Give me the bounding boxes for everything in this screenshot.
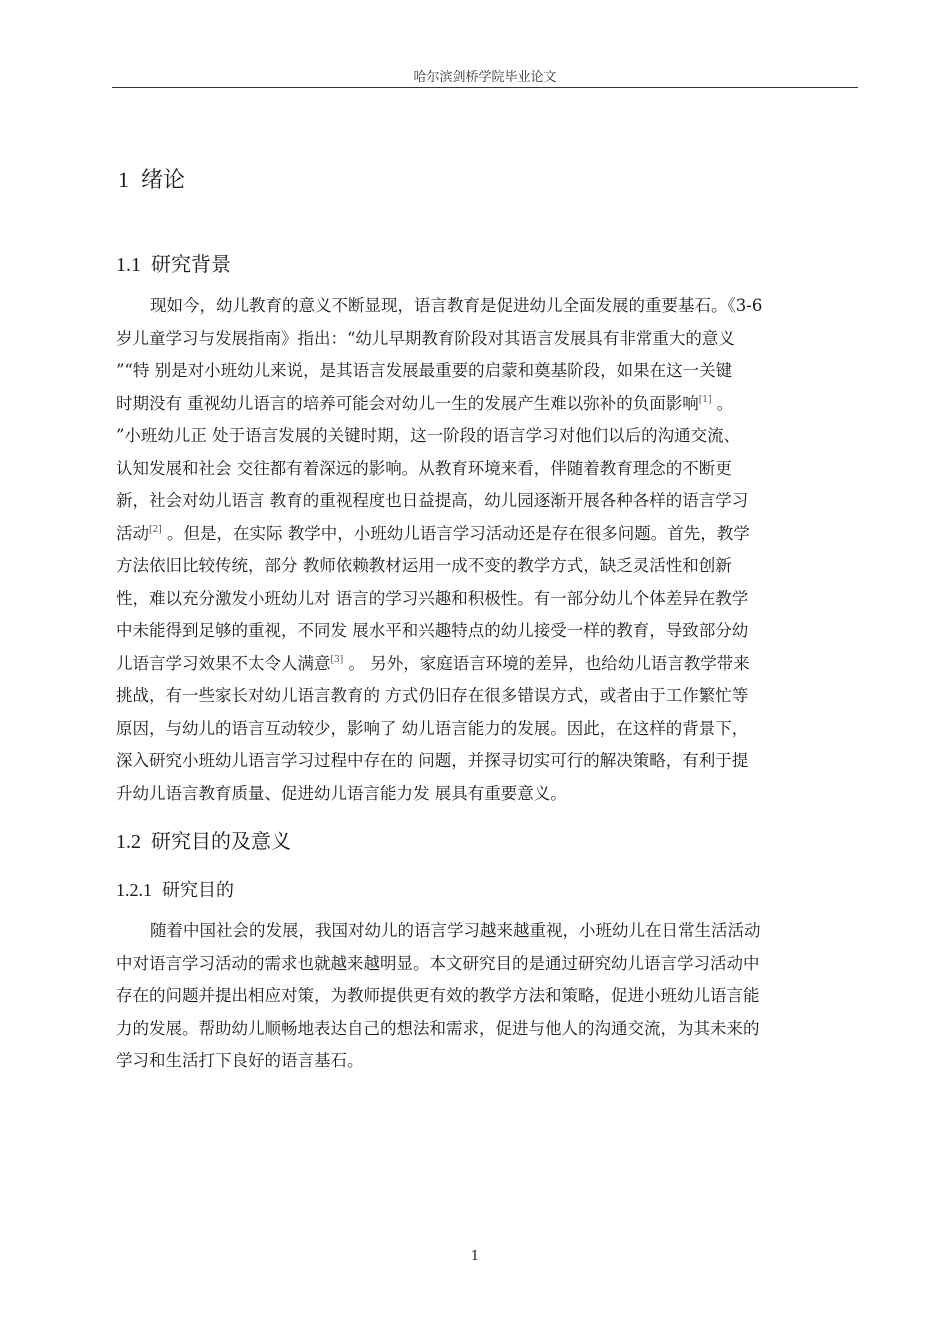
chapter-number: 1: [118, 167, 129, 192]
paragraph-line: 认知发展和社会 交往都有着深远的影响。从教育环境来看，伴随着教育理念的不断更: [116, 458, 732, 478]
header-rule: [112, 87, 858, 88]
paragraph-line: 挑战，有一些家长对幼儿语言教育的 方式仍旧存在很多错误方式，或者由于工作繁忙等: [116, 686, 749, 705]
section-title-1-1: 研究背景: [151, 252, 231, 276]
section-title-1-2: 研究目的及意义: [151, 829, 291, 853]
section-heading-1-2: [116, 825, 291, 854]
section-heading-1-1: [116, 248, 231, 277]
paragraph-line: 随着中国社会的发展，我国对幼儿的语言学习越来越重视，小班幼儿在日常生活活动: [150, 921, 761, 940]
line-text: 儿语言学习效果不太令人满意: [116, 653, 331, 673]
paragraph-line: 中对语言学习活动的需求也就越来越明显。本文研究目的是通过研究幼儿语言学习活动中: [116, 953, 760, 973]
line-text: 活动: [116, 523, 149, 543]
subsection-number-1-2-1: 1.2.1: [116, 880, 152, 900]
page-number: 1: [470, 1249, 480, 1264]
paragraph-line: ”小班幼儿正 处于语言发展的关键时期，这一阶段的语言学习对他们以后的沟通交流、: [116, 426, 741, 445]
paragraph-line: ”“特 别是对小班幼儿来说，是其语言发展最重要的启蒙和奠基阶段，如果在这一关键: [116, 361, 733, 380]
section-number-1-1: 1.1: [116, 254, 141, 276]
paragraph-line: 学习和生活打下良好的语言基石。: [116, 1051, 364, 1070]
paragraph-line: 岁儿童学习与发展指南》指出：“幼儿早期教育阶段对其语言发展具有非常重大的意义: [116, 328, 735, 348]
paragraph-line: 中未能得到足够的重视，不同发 展水平和兴趣特点的幼儿接受一样的教育，导致部分幼: [116, 621, 749, 640]
section-number-1-2: 1.2: [116, 831, 141, 853]
paragraph-line: 升幼儿语言教育质量、促进幼儿语言能力发 展具有重要意义。: [116, 783, 567, 803]
line-text: 。 另外，家庭语言环境的差异，也给幼儿语言教学带来: [343, 653, 750, 673]
paragraph-line: [116, 518, 861, 551]
paragraph-line: [116, 648, 861, 681]
paragraph-line: 方法依旧比较传统，部分 教师依赖教材运用一成不变的教学方式，缺乏灵活性和创新: [116, 556, 732, 575]
paragraph-line: [116, 388, 861, 421]
background-paragraph: [116, 290, 861, 810]
paragraph-line: 现如今，幼儿教育的意义不断显现，语言教育是促进幼儿全面发展的重要基石。《3-6: [150, 296, 763, 315]
line-text: 。: [711, 393, 734, 413]
paragraph-line: 深入研究小班幼儿语言学习过程中存在的 问题，并探寻切实可行的解决策略，有利于提: [116, 751, 749, 770]
subsection-title-1-2-1: 研究目的: [162, 880, 234, 901]
subsection-heading-1-2-1: [116, 876, 234, 902]
paragraph-line: 新，社会对幼儿语言 教育的重视程度也日益提高，幼儿园逐渐开展各种各样的语言学习: [116, 491, 749, 510]
paragraph-line: 性，难以充分激发小班幼儿对 语言的学习兴趣和积极性。有一部分幼儿个体差异在教学: [116, 588, 749, 608]
line-text: 时期没有 重视幼儿语言的培养可能会对幼儿一生的发展产生难以弥补的负面影响: [116, 393, 699, 413]
paragraph-line: 原因，与幼儿的语言互动较少，影响了 幼儿语言能力的发展。因此，在这样的背景下，: [116, 718, 749, 738]
chapter-title: 绪论: [141, 168, 186, 193]
paragraph-line: 存在的问题并提出相应对策，为教师提供更有效的教学方法和策略，促进小班幼儿语言能: [116, 986, 760, 1005]
line-text: 。但是，在实际 教学中，小班幼儿语言学习活动还是存在很多问题。首先，教学: [161, 523, 750, 543]
citation-3: [3]: [330, 654, 344, 665]
paragraph-line: 力的发展。帮助幼儿顺畅地表达自己的想法和需求，促进与他人的沟通交流，为其未来的: [116, 1018, 760, 1038]
running-header: 哈尔滨剑桥学院毕业论文: [413, 70, 557, 85]
citation-1: [1]: [698, 394, 712, 405]
citation-2: [2]: [149, 524, 162, 535]
chapter-heading: [118, 163, 185, 194]
purpose-paragraph: [116, 915, 861, 1078]
